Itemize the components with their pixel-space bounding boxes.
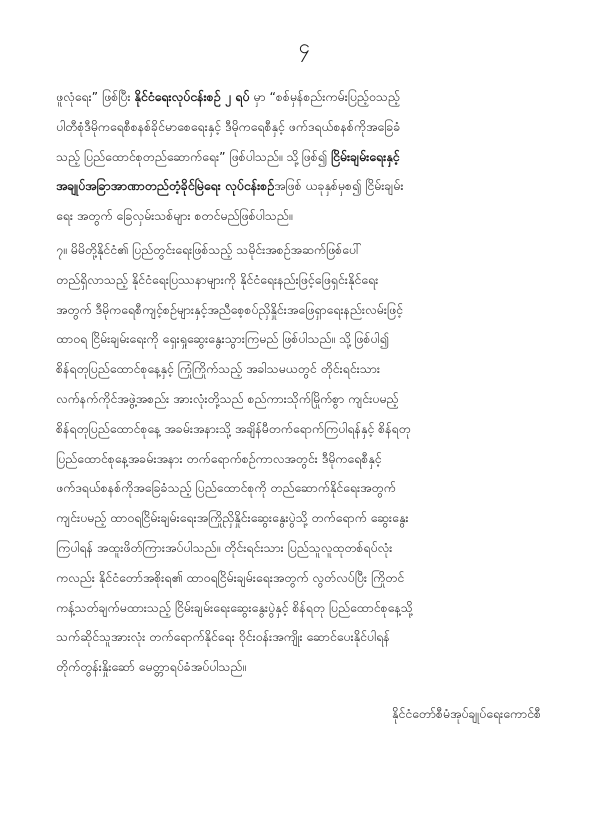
paragraph-2-line: စိန်ရတုပြည်ထောင်စုနေ့နှင့် ကြုံကြိုက်သည့် အခါသမယတွင် တိုင်းရင်းသား (56, 361, 381, 377)
bold-phrase: ငြိမ်းချမ်းရေးနှင့် (330, 148, 400, 164)
paragraph-2-line: ဖက်ဒရယ်စနစ်ကိုအခြေခံသည့် ပြည်ထောင်စုကို တည်ဆောက်နိုင်ရေးအတွက် (56, 480, 396, 496)
paragraph-2-line: ထာဝရ ငြိမ်းချမ်းရေးကို ရှေးရှုဆွေးနွေးသွားကြမည် ဖြစ်ပါသည်။ သို့ဖြစ်ပါ၍ (56, 331, 389, 347)
paragraph-2-line: ကြပါရန် အထူးဖိတ်ကြားအပ်ပါသည်။ တိုင်းရင်းသား ပြည်သူလူထုတစ်ရပ်လုံး (56, 539, 393, 555)
paragraph-1-line-1: ဖူလုံရေး” ဖြစ်ပြီး နိုင်ငံရေးလုပ်ငန်းစဉ် ၂ ရပ် မှာ “စစ်မှန်စည်းကမ်းပြည့်ဝသည့် (56, 89, 400, 104)
paragraph-2-line: ကလည်း နိုင်ငံတော်အစိုးရ၏ ထာဝရငြိမ်းချမ်းရေးအတွက် လွတ်လပ်ပြီး ကြိုတင် (56, 569, 405, 585)
paragraph-2-line: သက်ဆိုင်သူအားလုံး တက်ရောက်နိုင်ရေး ဝိုင်းဝန်းအကျိုး ဆောင်ပေးနိုင်ပါရန် (56, 629, 390, 645)
page-number: ၄ (298, 34, 311, 58)
paragraph-2 (56, 235, 553, 682)
paragraph-2-line: အတွက် ဒီမိုကရေစီကျင့်စဉ်များနှင့်အညီစေ့စပ်ညှိနှိုင်းအဖြေရှာရေးနည်းလမ်းဖြင့် (56, 301, 403, 317)
signature-block: နိုင်ငံတော်စီမံအုပ်ချုပ်ရေးကောင်စီ (391, 706, 541, 721)
paragraph-2-line: ကျင်းပမည့် ထာဝရငြိမ်းချမ်းရေးအကြိုညှိနှိုင်းဆွေးနွေးပွဲသို့ တက်ရောက် ဆွေးနွေး (56, 510, 409, 526)
paragraph-1-line-3: သည့် ပြည်ထောင်စုတည်ဆောက်ရေး” ဖြစ်ပါသည်။ သို့ဖြစ်၍ ငြိမ်းချမ်းရေးနှင့် (56, 148, 400, 164)
paragraph-2-line: ကန့်သတ်ချက်မထားသည့် ငြိမ်းချမ်းရေးဆွေးနွေးပွဲနှင့် စိန်ရတု ပြည်ထောင်စုနေ့သို့ (56, 599, 413, 615)
paragraph-2-line: တိုက်တွန်းနှိုးဆော် မေတ္တာရပ်ခံအပ်ပါသည်။ (56, 659, 247, 675)
paragraph-1-line-2: ပါတီစုံဒီမိုကရေစီစနစ်ခိုင်မာစေရေးနှင့် ဒီမိုကရေစီနှင့် ဖက်ဒရယ်စနစ်ကိုအခြေခံ (56, 118, 401, 134)
paragraph-1-line-4: အချုပ်အခြာအာဏာတည်တံ့ခိုင်မြဲရေး လုပ်ငန်းစဉ်အဖြစ် ယခုနှစ်မှစ၍ ငြိမ်းချမ်း (56, 178, 404, 194)
bold-phrase: နိုင်ငံရေးလုပ်ငန်းစဉ် ၂ ရပ် (134, 89, 250, 104)
paragraph-2-line: ပြည်ထောင်စုနေ့အခမ်းအနား တက်ရောက်စဉ်ကာလအတွင်း ဒီမိုကရေစီနှင့် (56, 450, 382, 466)
bold-phrase: အချုပ်အခြာအာဏာတည်တံ့ခိုင်မြဲရေး လုပ်ငန်းစဉ် (56, 178, 275, 194)
paragraph-1 (56, 82, 553, 231)
paragraph-2-line: လက်နက်ကိုင်အဖွဲ့အစည်း အားလုံးတို့သည် စည်ကားသိုက်မြိုက်စွာ ကျင်းပမည့် (56, 390, 399, 406)
paragraph-1-line-5: ရေး အတွက် ခြေလှမ်းသစ်များ စတင်မည်ဖြစ်ပါသည်။ (56, 208, 293, 224)
paragraph-2-line: ၇။ မိမိတို့နိုင်ငံ၏ ပြည်တွင်းရေးဖြစ်သည့် သမိုင်းအစဉ်အဆက်ဖြစ်ပေါ် (56, 241, 362, 257)
paragraph-2-line: စိန်ရတုပြည်ထောင်စုနေ့ အခမ်းအနားသို့ အချိန်မီတက်ရောက်ကြပါရန်နှင့် စိန်ရတု (56, 420, 411, 436)
paragraph-2-line: တည်ရှိလာသည့် နိုင်ငံရေးပြဿနာများကို နိုင်ငံရေးနည်းဖြင့်ဖြေရှင်းနိုင်ရေး (56, 271, 379, 287)
